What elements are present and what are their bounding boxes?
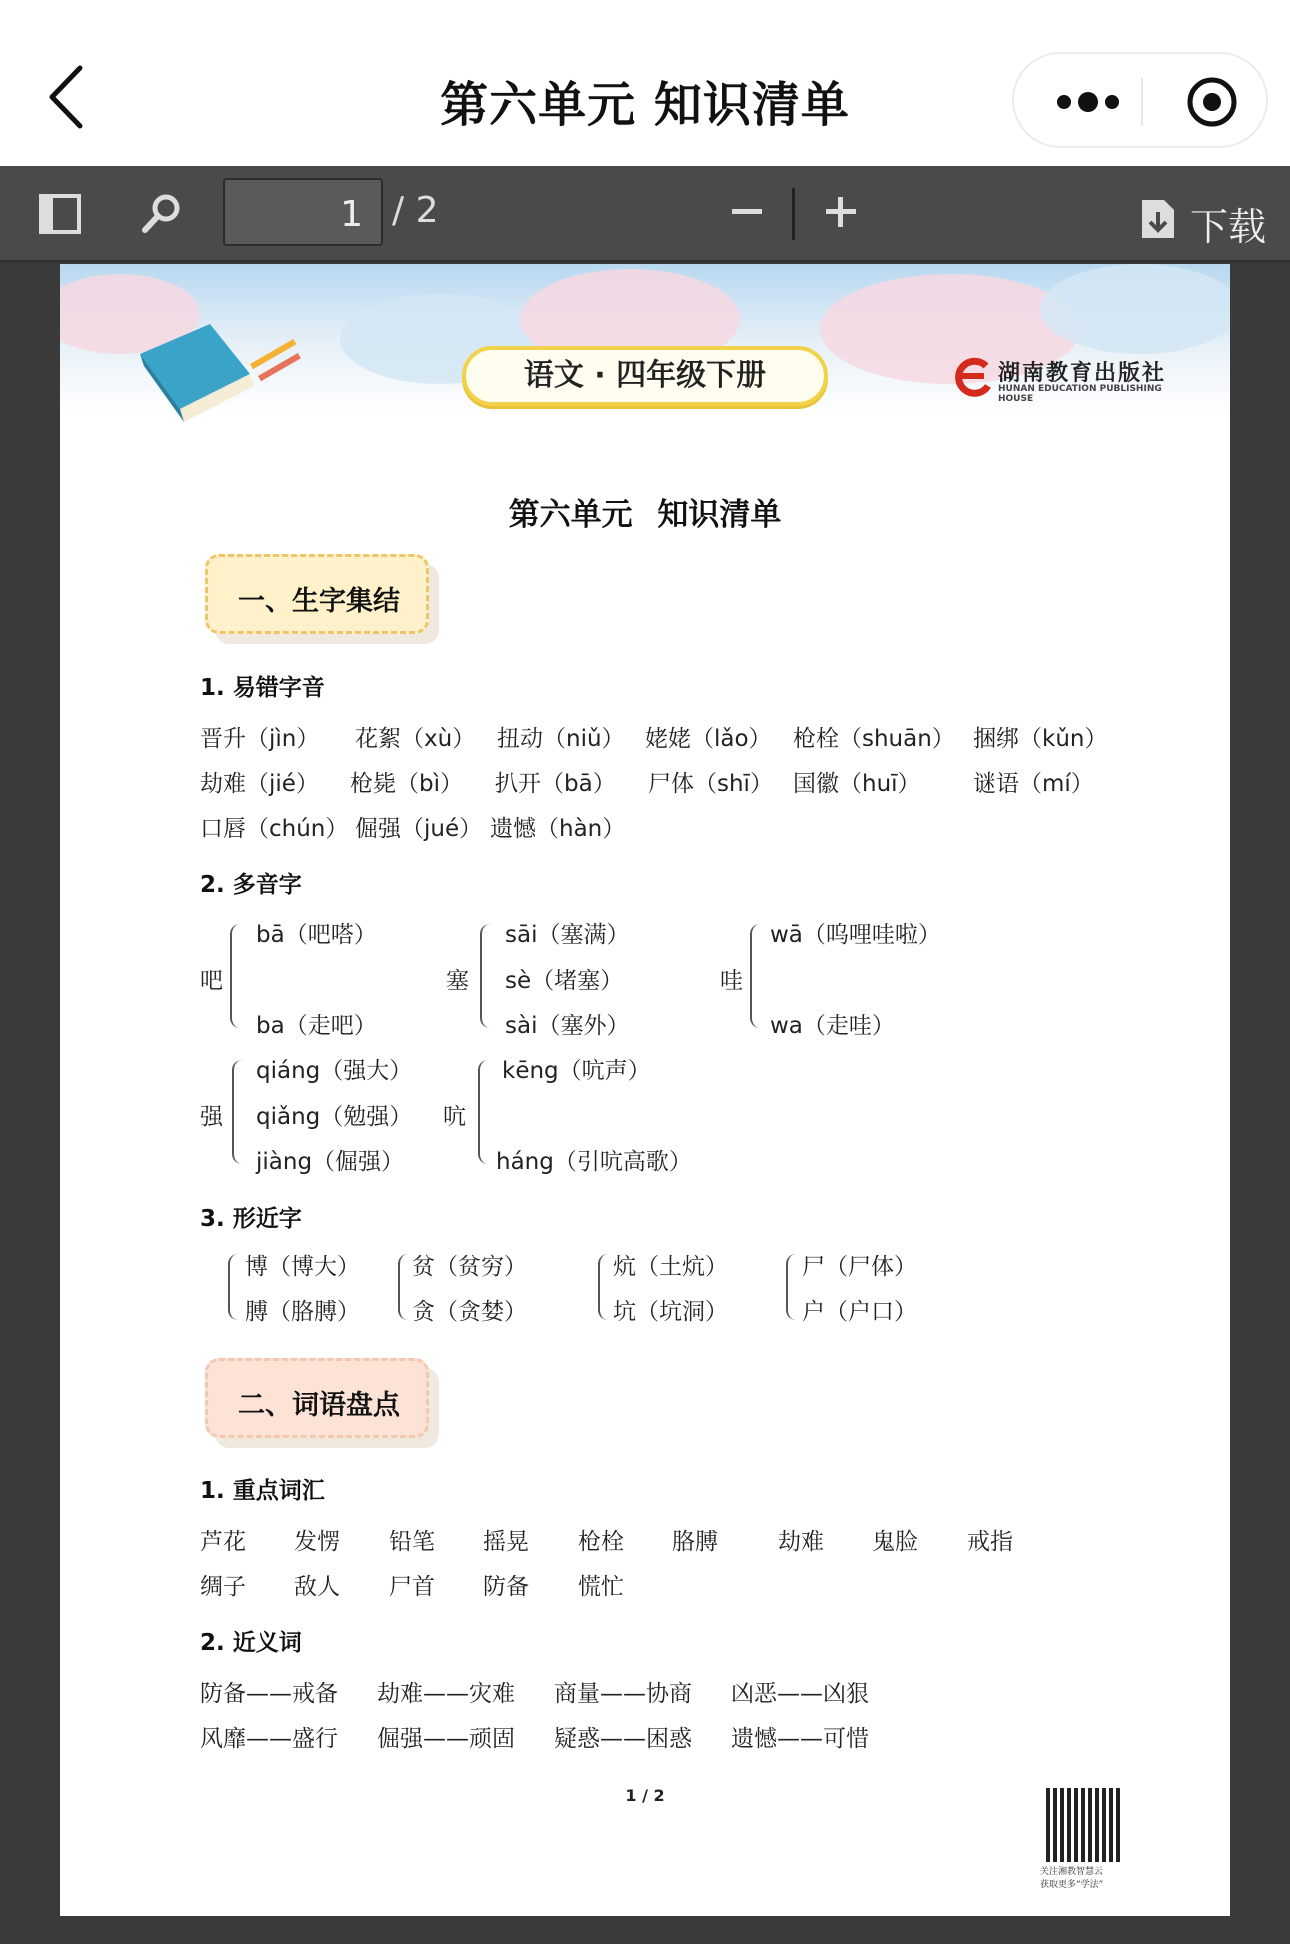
pronunciation-item: 花絮（xù） — [355, 726, 476, 752]
pronunciation-item: 扭动（niǔ） — [497, 726, 625, 752]
subheading: 2. 多音字 — [200, 872, 302, 898]
polyphone-reading: sè（堵塞） — [505, 968, 624, 994]
polyphone-reading: sài（塞外） — [505, 1013, 630, 1039]
subject-badge: 语文 · 四年级下册 — [462, 346, 828, 406]
page-number-input[interactable]: 1 — [223, 178, 383, 246]
vocab-word: 胳膊 — [672, 1529, 718, 1555]
brace — [398, 1254, 408, 1320]
polyphone-char: 塞 — [446, 968, 469, 994]
zoom-in-icon[interactable] — [824, 192, 858, 232]
polyphone-reading: qiáng（强大） — [256, 1058, 413, 1084]
polyphone-char: 哇 — [720, 968, 743, 994]
zoom-divider — [792, 188, 795, 240]
vocab-word: 发愣 — [294, 1529, 340, 1555]
similar-char: 户（户口） — [802, 1299, 917, 1325]
more-dots-icon[interactable] — [1052, 90, 1148, 114]
vocab-word: 慌忙 — [578, 1574, 624, 1600]
polyphone-char: 吭 — [443, 1104, 466, 1130]
publisher-logo — [952, 356, 1192, 404]
pdf-page — [60, 264, 1230, 1916]
similar-char: 贪（贪婪） — [412, 1299, 527, 1325]
synonym-pair: 防备——戒备 — [200, 1681, 338, 1707]
brace — [230, 924, 240, 1028]
polyphone-reading: qiǎng（勉强） — [256, 1104, 413, 1130]
similar-char: 博（博大） — [245, 1254, 360, 1280]
similar-char: 膊（胳膊） — [245, 1299, 360, 1325]
brace — [598, 1254, 608, 1320]
polyphone-reading: wā（呜哩哇啦） — [770, 922, 941, 948]
page-footer-number: 1 / 2 — [625, 1786, 665, 1805]
pronunciation-item: 谜语（mí） — [973, 771, 1094, 797]
search-icon[interactable] — [140, 192, 184, 236]
vocab-word: 敌人 — [294, 1574, 340, 1600]
pronunciation-item: 捆绑（kǔn） — [973, 726, 1108, 752]
subheading: 3. 形近字 — [200, 1206, 302, 1232]
capsule-divider — [1141, 78, 1143, 126]
mini-program-capsule — [1012, 52, 1268, 148]
pronunciation-item: 遗憾（hàn） — [490, 816, 626, 842]
similar-char: 坑（坑洞） — [613, 1299, 728, 1325]
pronunciation-item: 尸体（shī） — [648, 771, 773, 797]
subheading: 1. 易错字音 — [200, 675, 325, 701]
synonym-pair: 商量——协商 — [554, 1681, 692, 1707]
cloud-decoration — [1040, 264, 1230, 354]
brace — [478, 1060, 488, 1164]
pronunciation-item: 枪毙（bì） — [350, 771, 463, 797]
subheading: 2. 近义词 — [200, 1630, 302, 1656]
book-illustration-icon — [130, 304, 310, 424]
page-banner — [60, 264, 1230, 414]
page-total-label: / 2 — [392, 190, 439, 231]
brace — [228, 1254, 238, 1320]
pronunciation-item: 倔强（jué） — [355, 816, 483, 842]
synonym-pair: 倔强——顽固 — [377, 1726, 515, 1752]
vocab-word: 鬼脸 — [872, 1529, 918, 1555]
close-target-icon[interactable] — [1186, 76, 1238, 128]
pronunciation-item: 国徽（huī） — [793, 771, 921, 797]
publisher-name-cn: 湖南教育出版社 — [998, 361, 1167, 386]
brace — [480, 924, 490, 1028]
publisher-e-logo-icon — [952, 356, 994, 398]
vocab-word: 芦花 — [200, 1529, 246, 1555]
sidebar-toggle-icon[interactable] — [38, 192, 82, 236]
qr-caption-line: 关注湘教智慧云 — [1040, 1867, 1104, 1877]
polyphone-reading: kēng（吭声） — [502, 1058, 651, 1084]
synonym-pair: 疑惑——困惑 — [554, 1726, 692, 1752]
pronunciation-item: 姥姥（lǎo） — [645, 726, 772, 752]
qr-code — [1046, 1788, 1120, 1862]
qr-caption-line: 获取更多“学法” — [1040, 1880, 1104, 1890]
page-title: 第六单元 知识清单 — [440, 77, 850, 133]
document-title: 第六单元 知识清单 — [508, 497, 782, 533]
polyphone-reading: háng（引吭高歌） — [496, 1149, 692, 1175]
polyphone-char: 吧 — [200, 968, 223, 994]
vocab-word: 戒指 — [967, 1529, 1013, 1555]
download-icon[interactable] — [1138, 196, 1178, 242]
vocab-word: 绸子 — [200, 1574, 246, 1600]
synonym-pair: 劫难——灾难 — [377, 1681, 515, 1707]
polyphone-reading: sāi（塞满） — [505, 922, 630, 948]
vocab-word: 尸首 — [389, 1574, 435, 1600]
subheading: 1. 重点词汇 — [200, 1478, 325, 1504]
synonym-pair: 风靡——盛行 — [200, 1726, 338, 1752]
vocab-word: 防备 — [483, 1574, 529, 1600]
vocab-word: 劫难 — [778, 1529, 824, 1555]
polyphone-char: 强 — [200, 1104, 223, 1130]
brace — [786, 1254, 796, 1320]
similar-char: 炕（土炕） — [613, 1254, 728, 1280]
nav-bar — [0, 0, 1290, 166]
section-heading: 二、词语盘点 — [205, 1358, 429, 1438]
similar-char: 贫（贫穷） — [412, 1254, 527, 1280]
pronunciation-item: 劫难（jié） — [200, 771, 319, 797]
pronunciation-item: 口唇（chún） — [200, 816, 349, 842]
polyphone-reading: wa（走哇） — [770, 1013, 895, 1039]
polyphone-reading: ba（走吧） — [256, 1013, 377, 1039]
synonym-pair: 遗憾——可惜 — [731, 1726, 869, 1752]
polyphone-reading: bā（吧嗒） — [256, 922, 377, 948]
pronunciation-item: 枪栓（shuān） — [793, 726, 955, 752]
brace — [232, 1060, 242, 1164]
zoom-out-icon[interactable] — [730, 192, 764, 232]
download-button[interactable]: 下载 — [1190, 205, 1267, 249]
polyphone-reading: jiàng（倔强） — [256, 1149, 405, 1175]
publisher-name-en: HUNAN EDUCATION PUBLISHING HOUSE — [998, 384, 1162, 404]
brace — [750, 924, 760, 1028]
vocab-word: 摇晃 — [483, 1529, 529, 1555]
vocab-word: 铅笔 — [389, 1529, 435, 1555]
section-heading: 一、生字集结 — [205, 554, 429, 634]
pronunciation-item: 扒开（bā） — [495, 771, 616, 797]
qr-caption — [1040, 1864, 1103, 1890]
similar-char: 尸（尸体） — [802, 1254, 917, 1280]
synonym-pair: 凶恶——凶狠 — [731, 1681, 869, 1707]
pronunciation-item: 晋升（jìn） — [200, 726, 320, 752]
pdf-toolbar — [0, 166, 1290, 262]
vocab-word: 枪栓 — [578, 1529, 624, 1555]
